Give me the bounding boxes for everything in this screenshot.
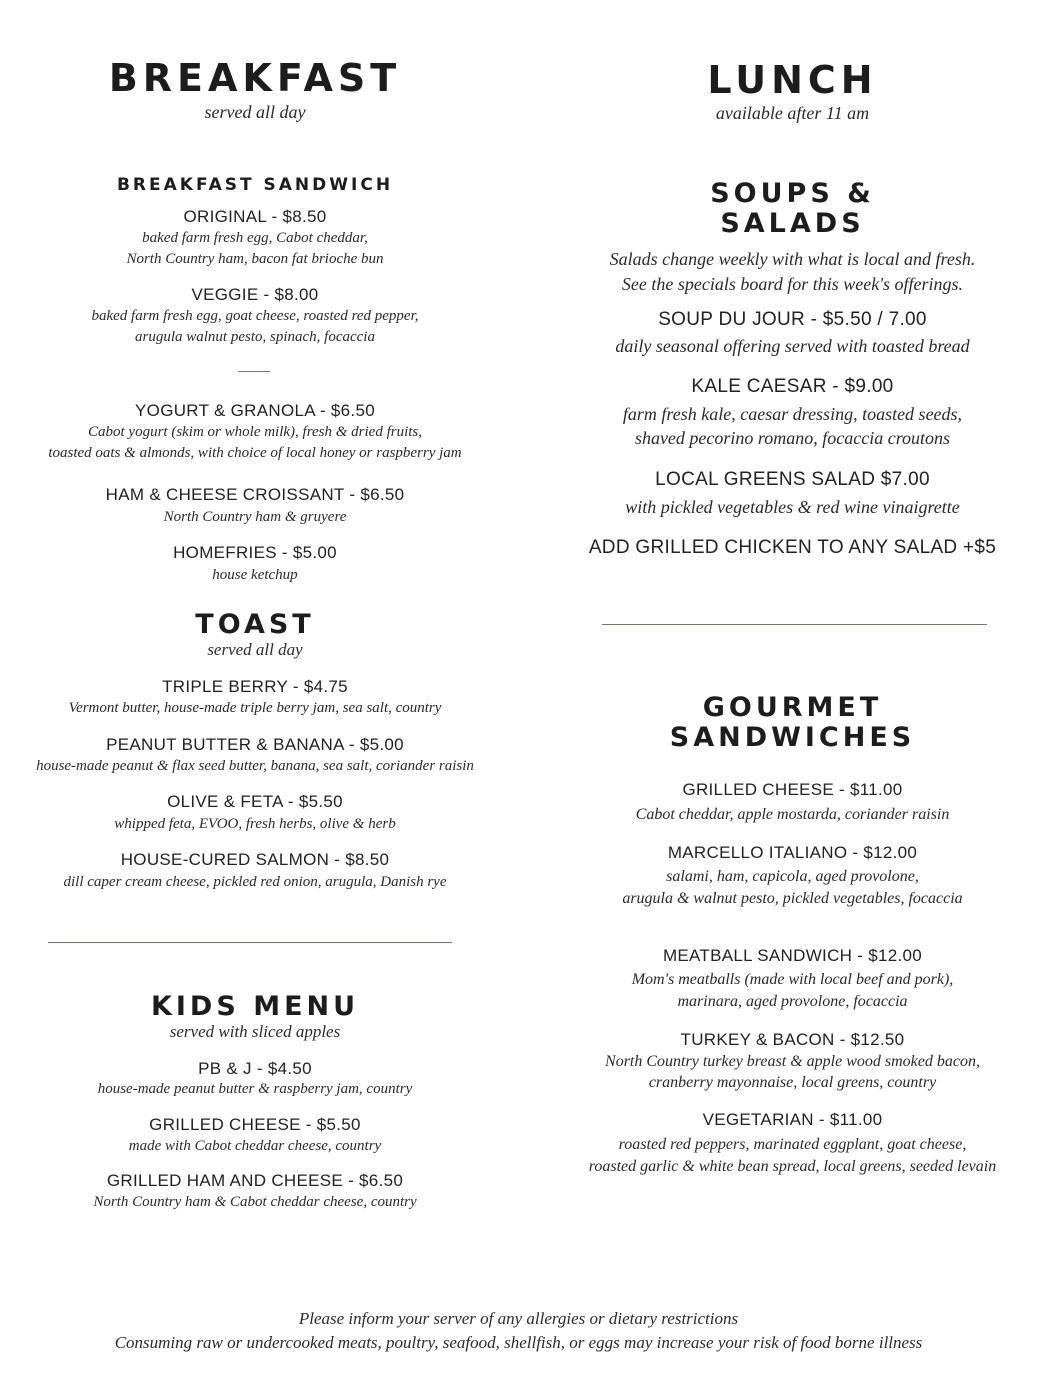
kids-menu-subtitle: served with sliced apples bbox=[169, 1022, 341, 1041]
menu-item-name: PB & J - $4.50 bbox=[198, 1059, 312, 1078]
menu-item-desc: made with Cabot cheddar cheese, country bbox=[128, 1138, 382, 1154]
menu-item-name: MARCELLO ITALIANO - $12.00 bbox=[667, 843, 918, 862]
menu-item-desc: marinara, aged provolone, focaccia bbox=[677, 993, 908, 1010]
menu-item-desc: house-made peanut butter & raspberry jam, country bbox=[97, 1081, 413, 1097]
menu-item-name: HAM & CHEESE CROISSANT - $6.50 bbox=[105, 485, 405, 504]
menu-item-name: HOUSE-CURED SALMON - $8.50 bbox=[120, 850, 390, 869]
menu-item-name: SOUP DU JOUR - $5.50 / 7.00 bbox=[658, 309, 927, 330]
menu-item-desc: Cabot cheddar, apple mostarda, coriander raisin bbox=[635, 806, 950, 823]
menu-item-desc: roasted garlic & white bean spread, local greens, seeded levain bbox=[588, 1158, 997, 1175]
breakfast-subtitle: served all day bbox=[204, 102, 306, 122]
salads-note: Salads change weekly with what is local and fresh. bbox=[609, 249, 976, 269]
menu-item-desc: dill caper cream cheese, pickled red onion, arugula, Danish rye bbox=[63, 874, 447, 890]
menu-item-desc: house-made peanut & flax seed butter, banana, sea salt, coriander raisin bbox=[36, 758, 474, 774]
soups-salads-title: SOUPS & bbox=[710, 178, 875, 209]
menu-item-name: KALE CAESAR - $9.00 bbox=[691, 376, 894, 397]
menu-item-desc: roasted red peppers, marinated eggplant, goat cheese, bbox=[618, 1136, 967, 1153]
menu-item-name: ORIGINAL - $8.50 bbox=[183, 207, 327, 226]
menu-item-desc: cranberry mayonnaise, local greens, country bbox=[648, 1074, 937, 1091]
menu-item-desc: house ketchup bbox=[212, 567, 298, 583]
menu-item-desc: baked farm fresh egg, goat cheese, roasted red pepper, bbox=[91, 308, 419, 324]
menu-item-name: TRIPLE BERRY - $4.75 bbox=[162, 677, 348, 696]
menu-item-name: OLIVE & FETA - $5.50 bbox=[167, 792, 343, 811]
kids-menu-title: KIDS MENU bbox=[150, 991, 360, 1022]
menu-item-name: PEANUT BUTTER & BANANA - $5.00 bbox=[106, 735, 404, 754]
menu-item-desc: Vermont butter, house-made triple berry jam, sea salt, country bbox=[68, 700, 442, 716]
menu-item-desc: salami, ham, capicola, aged provolone, bbox=[666, 868, 919, 885]
section-divider bbox=[602, 624, 987, 625]
menu-item-desc: arugula walnut pesto, spinach, focaccia bbox=[135, 329, 375, 345]
soups-salads-title: SALADS bbox=[720, 208, 865, 239]
menu-item-desc: Cabot yogurt (skim or whole milk), fresh & dried fruits, bbox=[87, 424, 422, 440]
menu-item-name: HOMEFRIES - $5.00 bbox=[173, 543, 337, 562]
toast-title: TOAST bbox=[195, 609, 315, 640]
menu-item-name: TURKEY & BACON - $12.50 bbox=[680, 1030, 905, 1049]
menu-item-desc: whipped feta, EVOO, fresh herbs, olive & herb bbox=[114, 816, 396, 832]
menu-item-desc: North Country ham & Cabot cheddar cheese, country bbox=[93, 1194, 417, 1210]
menu-item-desc: North Country turkey breast & apple wood smoked bacon, bbox=[605, 1053, 980, 1070]
short-divider bbox=[238, 371, 270, 372]
menu-item-desc: North Country ham & gruyere bbox=[163, 509, 347, 525]
gourmet-sandwiches-title: SANDWICHES bbox=[669, 722, 916, 753]
menu-item-desc: daily seasonal offering served with toasted bread bbox=[615, 336, 970, 356]
menu-item-name: MEATBALL SANDWICH - $12.00 bbox=[662, 946, 923, 965]
menu-item-name: LOCAL GREENS SALAD $7.00 bbox=[655, 469, 930, 490]
menu-item-name: GRILLED CHEESE - $11.00 bbox=[682, 780, 903, 799]
toast-subtitle: served all day bbox=[207, 640, 303, 659]
menu-item-desc: arugula & walnut pesto, pickled vegetables, focaccia bbox=[622, 890, 963, 907]
menu-item-name: GRILLED CHEESE - $5.50 bbox=[149, 1115, 361, 1134]
menu-item-desc: toasted oats & almonds, with choice of local honey or raspberry jam bbox=[48, 445, 462, 461]
breakfast-sandwich-heading: BREAKFAST SANDWICH bbox=[116, 175, 394, 195]
gourmet-sandwiches-title: GOURMET bbox=[702, 692, 883, 723]
lunch-subtitle: available after 11 am bbox=[715, 103, 870, 123]
menu-item-name: YOGURT & GRANOLA - $6.50 bbox=[135, 401, 375, 420]
food-safety-notice: Consuming raw or undercooked meats, poultry, seafood, shellfish, or eggs may increase your risk of food borne illness bbox=[114, 1333, 923, 1352]
menu-item-desc: baked farm fresh egg, Cabot cheddar, bbox=[142, 230, 368, 246]
menu-item-desc: with pickled vegetables & red wine vinaigrette bbox=[625, 497, 960, 517]
allergy-notice: Please inform your server of any allergies or dietary restrictions bbox=[298, 1309, 739, 1328]
salad-addon: ADD GRILLED CHICKEN TO ANY SALAD +$5 bbox=[588, 537, 997, 558]
menu-item-desc: farm fresh kale, caesar dressing, toasted seeds, bbox=[622, 404, 963, 424]
menu-item-name: VEGGIE - $8.00 bbox=[191, 285, 319, 304]
lunch-title: LUNCH bbox=[707, 58, 878, 102]
menu-item-desc: Mom's meatballs (made with local beef and pork), bbox=[631, 971, 954, 988]
menu-item-desc: North Country ham, bacon fat brioche bun bbox=[126, 251, 384, 267]
menu-item-name: VEGETARIAN - $11.00 bbox=[702, 1110, 883, 1129]
section-divider bbox=[48, 942, 452, 943]
menu-item-name: GRILLED HAM AND CHEESE - $6.50 bbox=[106, 1171, 404, 1190]
breakfast-title: BREAKFAST bbox=[108, 56, 402, 100]
menu-item-desc: shaved pecorino romano, focaccia croutons bbox=[634, 428, 951, 448]
salads-note: See the specials board for this week's offerings. bbox=[621, 274, 964, 294]
